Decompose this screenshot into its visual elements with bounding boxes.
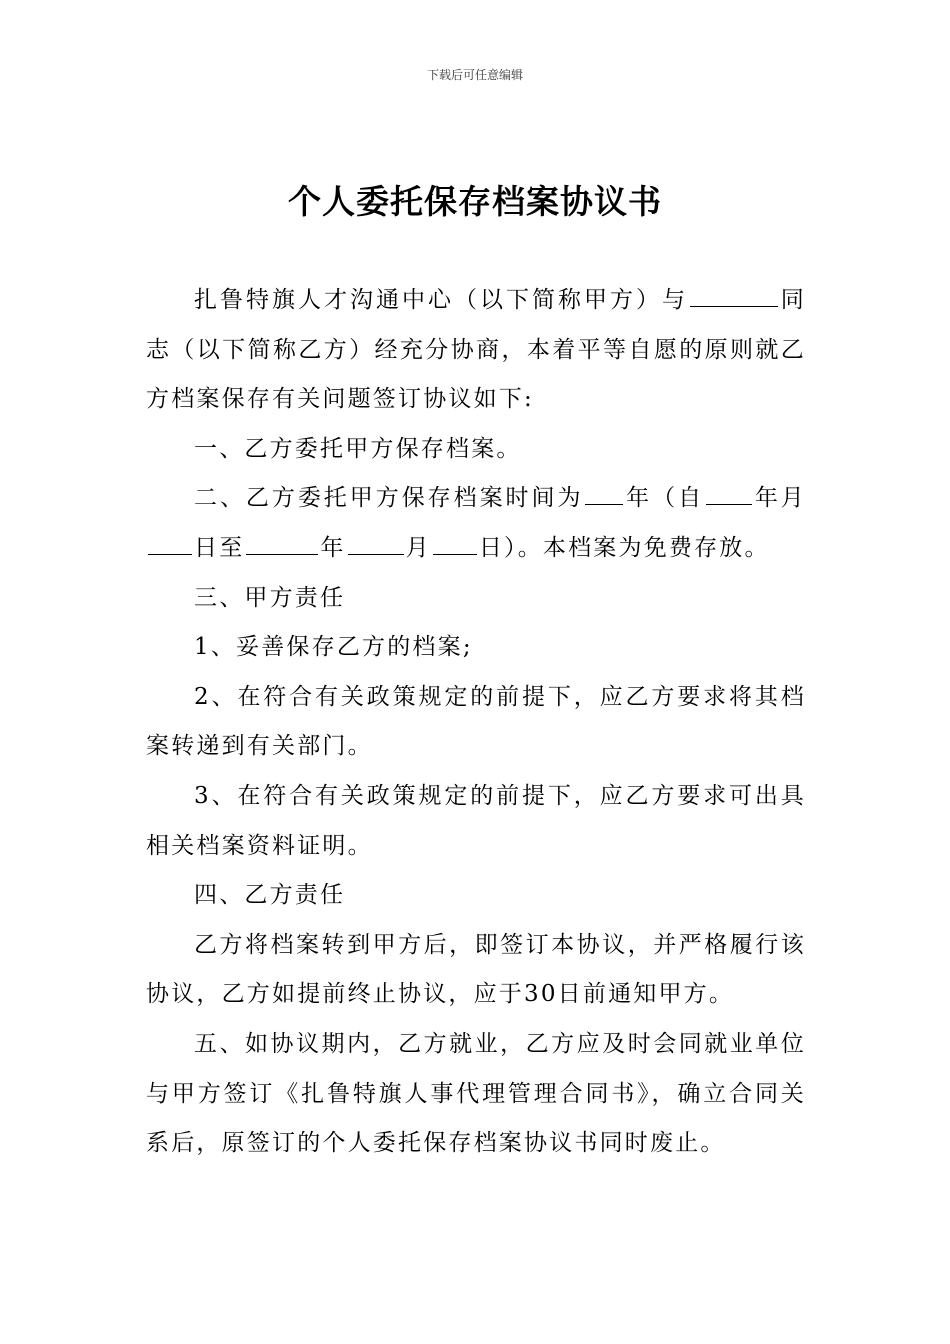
end-day-blank [433,530,477,555]
start-year-blank [706,480,752,505]
end-month-blank [348,530,404,555]
end-year-blank [246,530,318,555]
start-day-blank [148,530,192,555]
clause-2 [146,474,806,573]
clause-2-part4: 日至 [194,534,245,561]
clause-2-part7: 日）。本档案为免费存放。 [478,534,770,561]
intro-text-part2: 同志（以下简称乙方）经充分协商，本着平等自愿的原则就乙方档案保存有关问题签订协议如下: [146,287,806,413]
clause-2-part6: 月 [405,534,431,561]
clause-4-text: 乙方将档案转到甲方后，即签订本协议，并严格履行该协议，乙方如提前终止协议，应于30日前通知甲方。 [146,931,806,1008]
clause-3-item-2: 2、在符合有关政策规定的前提下，应乙方要求将其档案转递到有关部门。 [146,683,806,760]
clause-2-part3: 年月 [754,485,807,512]
name-blank [690,282,778,307]
page-header-note: 下载后可任意编辑 [426,68,523,82]
clause-1: 一、乙方委托甲方保存档案。 [194,435,522,462]
document-body [146,276,806,1169]
clause-3-heading: 三、甲方责任 [194,584,346,611]
clause-3-item-1: 1、妥善保存乙方的档案; [194,634,473,661]
clause-2-part5: 年 [320,534,346,561]
clause-4-heading: 四、乙方责任 [194,882,346,909]
clause-2-part1: 二、乙方委托甲方保存档案时间为 [194,485,584,512]
clause-2-part2: 年（自 [625,485,705,512]
clause-5: 五、如协议期内，乙方就业，乙方应及时会同就业单位与甲方签订《扎鲁特旗人事代理管理合同书》，确立合同关系后，原签订的个人委托保存档案协议书同时废止。 [146,1030,806,1157]
years-blank [585,480,623,505]
intro-paragraph [146,276,806,425]
intro-text-part1: 扎鲁特旗人才沟通中心（以下简称甲方）与 [194,287,688,313]
clause-3-item-3: 3、在符合有关政策规定的前提下，应乙方要求可出具相关档案资料证明。 [146,782,806,859]
document-title: 个人委托保存档案协议书 [288,182,662,221]
